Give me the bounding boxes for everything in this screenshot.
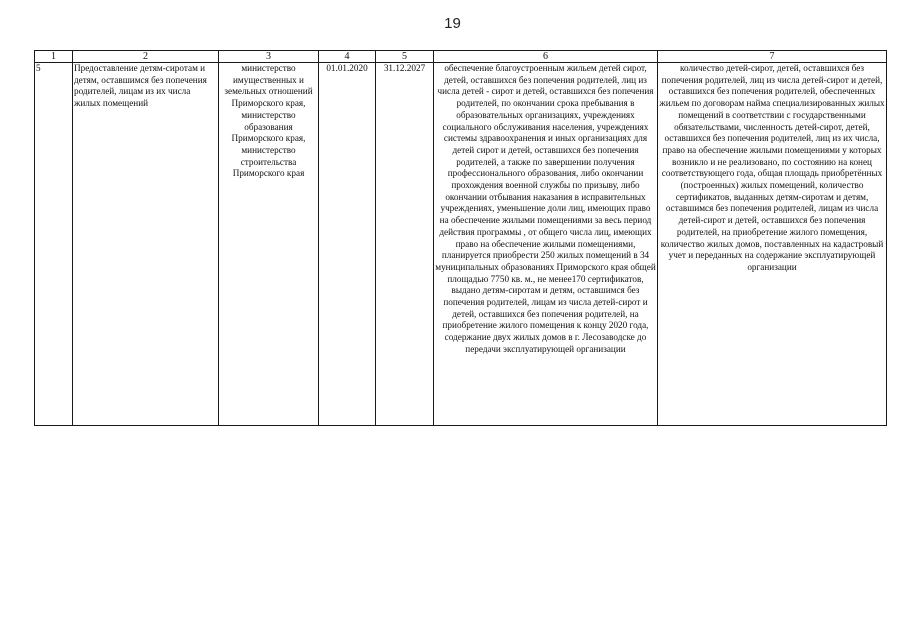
header-col-3: 3 [219,51,319,63]
responsible-executor: министерство имущественных и земельных отношений Приморского края, министерство образования Приморского края, министерство строительства Приморского края [219,63,319,426]
measure-name: Предоставление детям-сиротам и детям, оставшимся без попечения родителей, лицам из их числа жилых помещений [73,63,219,426]
end-date: 31.12.2027 [376,63,434,426]
header-col-2: 2 [73,51,219,63]
table-header-row [35,51,887,63]
table-row [35,63,887,426]
header-col-7: 7 [658,51,887,63]
expected-result: обеспечение благоустроенным жильем детей сирот, детей, оставшихся без попечения родителей, лиц из числа детей - сирот и детей, оставшихся без попечения родителей, по окончании срока пребывания в образовательных организациях, учреждениях социального обслуживания населения, учреждениях системы здравоохранения и иных организациях для детей сирот и детей, оставшихся без попечения родителей, а также по завершении получения профессионального образования, либо окончании прохождения военной службы по призыву, либо окончании отбывания наказания в исправительных учреждениях, уменьшение доли лиц, имеющих право на обеспечение жилыми помещениями за весь период действия программы , от общего числа лиц, имеющих право на обеспечение жилыми помещениями, планируется приобрести 250 жилых помещений в 34 муниципальных образованиях Приморского края общей площадью 7750 кв. м., не менее170 сертификатов, выдано детям-сиротам и детям, оставшимся без попечения родителей, лицам из числа детей-сирот и детей, оставшихся без попечения родителей, на приобретение жилого помещения к концу 2020 года, содержание двух жилых домов в г. Лесозаводске до передачи эксплуатирующей организации [434,63,658,426]
header-col-5: 5 [376,51,434,63]
header-col-4: 4 [319,51,376,63]
target-indicators: количество детей-сирот, детей, оставшихся без попечения родителей, лиц из числа детей-сирот и детей, оставшихся без попечения родителей, обеспеченных жильем по договорам найма специализированных жилых помещений в соответствии с государственными обязательствами, численность детей-сирот, детей, оставшихся без попечения родителей, лиц из их числа, право на обеспечение жилыми помещениями у которых возникло и не реализовано, по состоянию на конец соответствующего года, общая площадь приобретённых (построенных) жилых помещений, количество сертификатов, выданных детям-сиротам и детям, оставшимся без попечения родителей, лицам из числа детей-сирот и детей, оставшихся без попечения родителей, на приобретение жилого помещения, количество жилых домов, поставленных на кадастровый учет и переданных на содержание эксплуатирующей организации [658,63,887,426]
header-col-1: 1 [35,51,73,63]
start-date: 01.01.2020 [319,63,376,426]
row-number: 5 [35,63,73,426]
program-table [34,50,887,426]
page-number: 19 [444,15,461,32]
header-col-6: 6 [434,51,658,63]
